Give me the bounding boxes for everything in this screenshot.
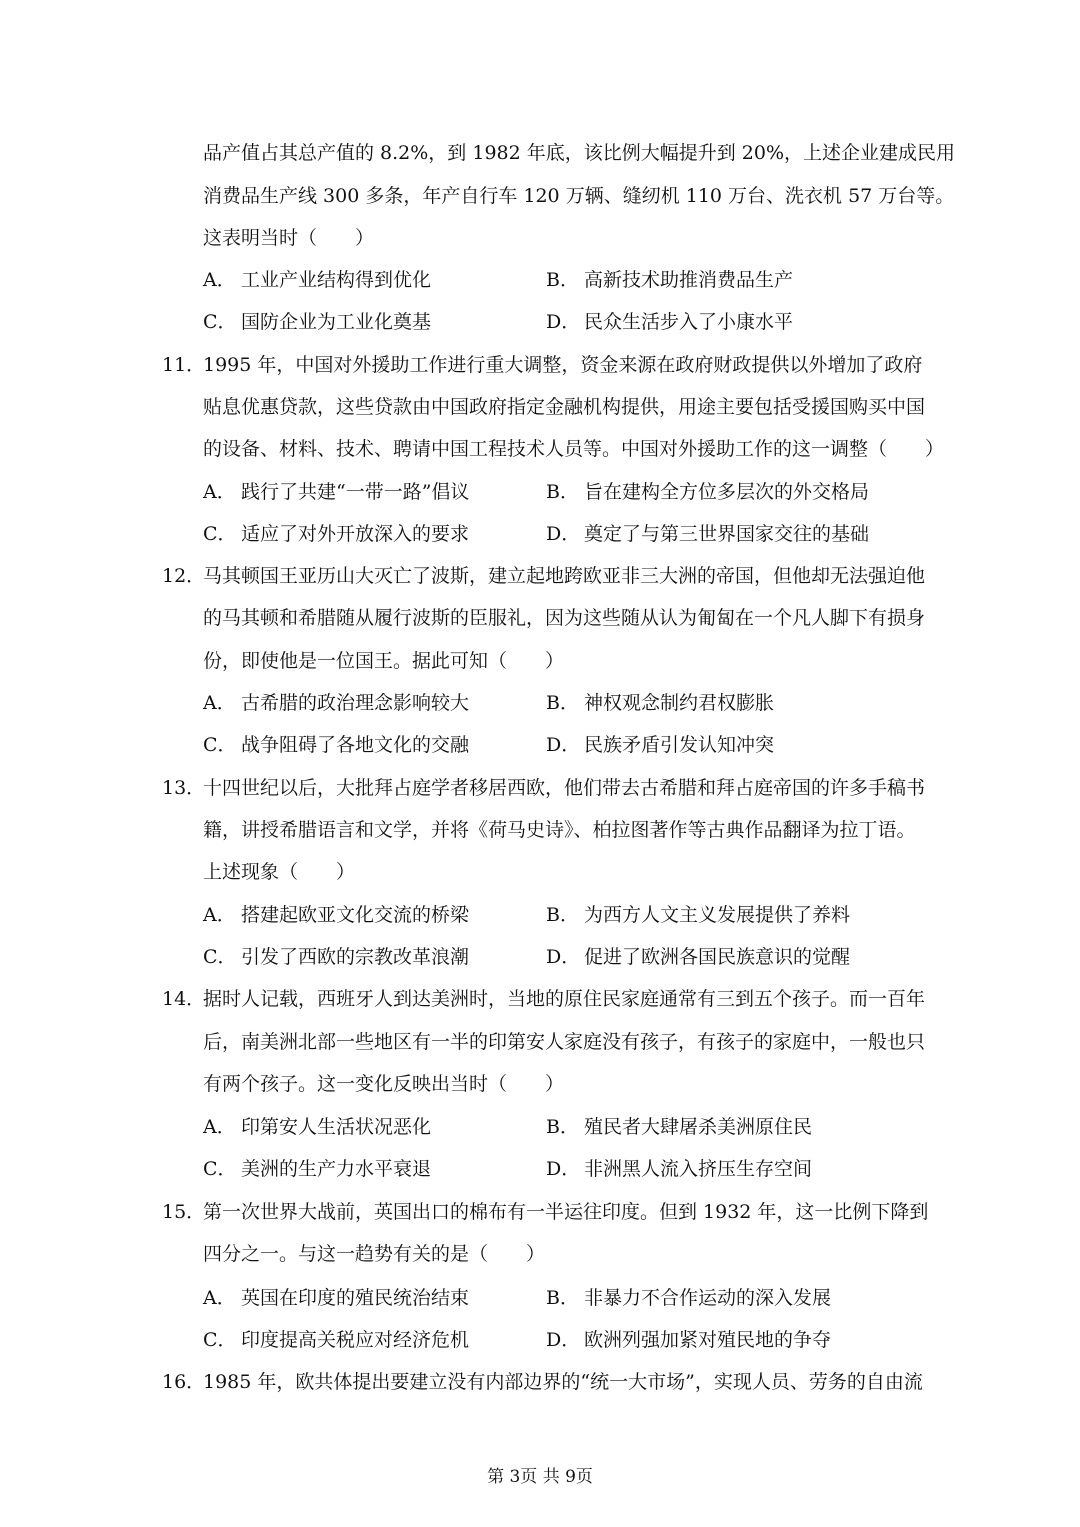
q11-option-d [546,522,869,546]
option-letter: B． [546,904,579,926]
q14-option-a [203,1115,431,1139]
q11-option-c [203,522,469,546]
q15-option-b [546,1286,831,1310]
option-text: 印度提高关税应对经济危机 [241,1329,470,1351]
q13-text-line-3: 上述现象（ ） [203,861,356,883]
q11-text-line-2: 贴息优惠贷款，这些贷款由中国政府指定金融机构提供，用途主要包括受援国购买中国 [203,396,926,418]
option-text: 非洲黑人流入挤压生存空间 [584,1158,813,1180]
option-text: 高新技术助推消费品生产 [584,269,794,291]
option-letter: D． [546,734,581,756]
option-text: 促进了欧洲各国民族意识的觉醒 [584,946,851,968]
option-letter: C． [203,1329,237,1351]
option-text: 神权观念制约君权膨胀 [584,692,775,714]
q15-number: 15． [162,1201,206,1223]
q10-option-a [203,268,431,292]
option-text: 国防企业为工业化奠基 [241,311,432,333]
q10-option-c [203,310,431,334]
q12-option-c [203,733,469,757]
option-letter: C． [203,946,237,968]
q10-option-b [546,268,793,292]
q11-option-b [546,480,869,504]
q13-text-line-2: 籍，讲授希腊语言和文学，并将《荷马史诗》、柏拉图著作等古典作品翻译为拉丁语。 [203,819,916,841]
option-letter: B． [546,1116,579,1138]
page-footer: 第 3页 共 9页 [487,1467,593,1487]
option-text: 欧洲列强加紧对殖民地的争夺 [584,1329,832,1351]
q14-text-line-3: 有两个孩子。这一变化反映出当时（ ） [203,1073,565,1095]
q10-text-line-1: 品产值占其总产值的 8.2%，到 1982 年底，该比例大幅提升到 20%，上述企业建成民用 [203,142,956,164]
q13-number: 13． [162,777,206,799]
q10-option-d [546,310,793,334]
q11-text-line-3: 的设备、材料、技术、聘请中国工程技术人员等。中国对外援助工作的这一调整（ ） [203,438,945,460]
option-text: 引发了西欧的宗教改革浪潮 [241,946,470,968]
option-text: 印第安人生活状况恶化 [241,1116,432,1138]
option-letter: B． [546,692,579,714]
q13-text-line-1: 十四世纪以后，大批拜占庭学者移居西欧，他们带去古希腊和拜占庭帝国的许多手稿书 [203,777,926,799]
q16-text-line-1: 1985 年，欧共体提出要建立没有内部边界的“统一大市场”，实现人员、劳务的自由流 [203,1371,923,1393]
option-letter: A． [203,692,236,714]
q16-number: 16． [162,1371,206,1393]
q11-text-line-1: 1995 年，中国对外援助工作进行重大调整，资金来源在政府财政提供以外增加了政府 [203,354,923,376]
q13-option-b [546,903,850,927]
option-letter: C． [203,311,237,333]
option-text: 奠定了与第三世界国家交往的基础 [584,523,870,545]
option-letter: C． [203,734,237,756]
q15-option-a [203,1286,469,1310]
option-letter: D． [546,946,581,968]
option-letter: D． [546,311,581,333]
q12-number: 12． [162,565,206,587]
q14-text-line-2: 后，南美洲北部一些地区有一半的印第安人家庭没有孩子，有孩子的家庭中，一般也只 [203,1031,926,1053]
q10-text-line-3: 这表明当时（ ） [203,227,375,249]
q10-text-line-2: 消费品生产线 300 多条，年产自行车 120 万辆、缝纫机 110 万台、洗衣机 57 万台等。 [203,185,955,207]
q11-number: 11． [162,354,206,376]
option-text: 美洲的生产力水平衰退 [241,1158,432,1180]
q13-option-d [546,945,850,969]
q12-text-line-1: 马其顿国王亚历山大灭亡了波斯，建立起地跨欧亚非三大洲的帝国，但他却无法强迫他 [203,565,926,587]
option-text: 适应了对外开放深入的要求 [241,523,470,545]
option-text: 殖民者大肆屠杀美洲原住民 [584,1116,813,1138]
option-letter: C． [203,523,237,545]
option-text: 民族矛盾引发认知冲突 [584,734,775,756]
option-text: 旨在建构全方位多层次的外交格局 [584,481,870,503]
q15-text-line-1: 第一次世界大战前，英国出口的棉布有一半运往印度。但到 1932 年，这一比例下降到 [203,1201,929,1223]
option-text: 工业产业结构得到优化 [241,269,432,291]
q12-text-line-3: 份，即使他是一位国王。据此可知（ ） [203,650,565,672]
option-letter: C． [203,1158,237,1180]
option-text: 民众生活步入了小康水平 [584,311,794,333]
option-letter: B． [546,269,579,291]
q12-option-d [546,733,774,757]
option-letter: D． [546,523,581,545]
option-text: 搭建起欧亚文化交流的桥梁 [241,904,470,926]
option-text: 为西方人文主义发展提供了养料 [584,904,851,926]
q14-option-c [203,1157,431,1181]
option-letter: A． [203,904,236,926]
q15-option-d [546,1328,831,1352]
q12-option-b [546,691,774,715]
q13-option-c [203,945,469,969]
option-text: 非暴力不合作运动的深入发展 [584,1287,832,1309]
q14-text-line-1: 据时人记载，西班牙人到达美洲时，当地的原住民家庭通常有三到五个孩子。而一百年 [203,988,926,1010]
option-letter: A． [203,481,236,503]
q12-option-a [203,691,469,715]
q14-option-b [546,1115,812,1139]
option-text: 战争阻碍了各地文化的交融 [241,734,470,756]
option-letter: B． [546,481,579,503]
q14-option-d [546,1157,812,1181]
option-letter: A． [203,1287,236,1309]
q14-number: 14． [162,988,206,1010]
q11-option-a [203,480,469,504]
option-letter: A． [203,269,236,291]
q15-text-line-2: 四分之一。与这一趋势有关的是（ ） [203,1243,546,1265]
option-text: 古希腊的政治理念影响较大 [241,692,470,714]
q12-text-line-2: 的马其顿和希腊随从履行波斯的臣服礼，因为这些随从认为匍匐在一个凡人脚下有损身 [203,607,926,629]
option-text: 英国在印度的殖民统治结束 [241,1287,470,1309]
option-letter: D． [546,1158,581,1180]
option-text: 践行了共建“一带一路”倡议 [241,481,470,503]
q15-option-c [203,1328,469,1352]
option-letter: A． [203,1116,236,1138]
option-letter: D． [546,1329,581,1351]
q13-option-a [203,903,469,927]
option-letter: B． [546,1287,579,1309]
